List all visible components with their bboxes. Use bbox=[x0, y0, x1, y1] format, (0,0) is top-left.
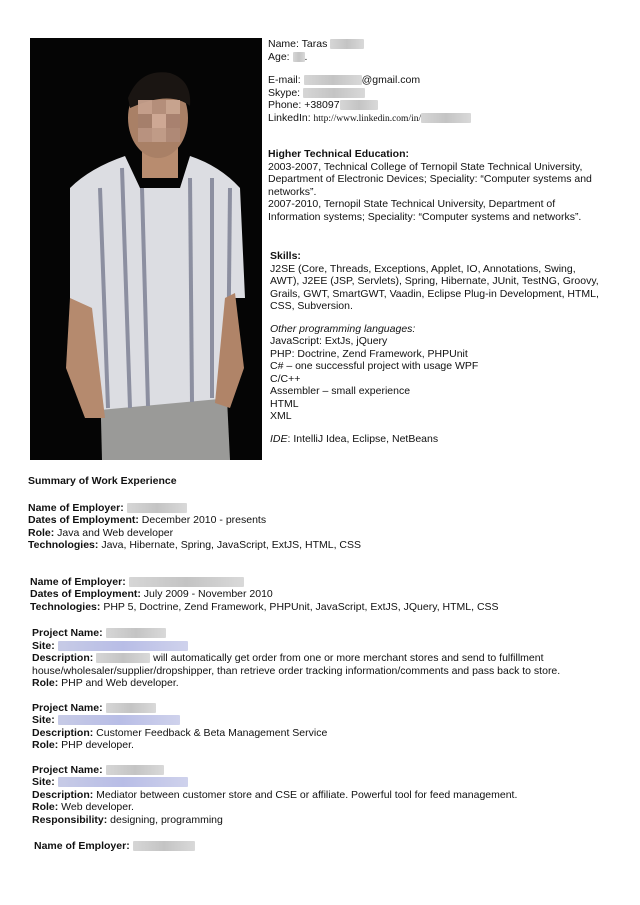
redacted-site bbox=[58, 641, 188, 651]
other-language-line: JavaScript: ExtJs, jQuery bbox=[270, 335, 388, 347]
description-label: Description: bbox=[32, 652, 94, 664]
dates-label: Dates of Employment: bbox=[28, 514, 139, 526]
tech-label: Technologies: bbox=[28, 539, 99, 551]
skills-section bbox=[270, 250, 615, 445]
education-line: 2003-2007, Technical College of Ternopil State Technical University, bbox=[268, 160, 583, 173]
project-name-label: Project Name: bbox=[32, 701, 103, 714]
description-value: Customer Feedback & Beta Management Service bbox=[93, 726, 328, 739]
role-label: Role: bbox=[32, 677, 59, 689]
role-value: Web developer. bbox=[58, 801, 134, 813]
redacted-surname bbox=[330, 39, 364, 49]
education-line: Department of Electronic Devices; Speciality: “Computer systems and bbox=[268, 173, 592, 185]
dates-value: December 2010 - presents bbox=[138, 514, 267, 526]
redacted-employer bbox=[127, 503, 187, 513]
tech-value: PHP 5, Doctrine, Zend Framework, PHPUnit, JavaScript, ExtJS, JQuery, HTML, CSS bbox=[100, 600, 499, 613]
project-entry bbox=[28, 702, 618, 752]
personal-info bbox=[268, 38, 471, 125]
other-language-line: C# – one successful project with usage WPF bbox=[270, 360, 479, 372]
redacted-employer bbox=[129, 577, 244, 587]
phone-prefix: +38097 bbox=[304, 99, 340, 111]
project-name-label: Project Name: bbox=[32, 763, 103, 776]
dates-value: July 2009 - November 2010 bbox=[140, 588, 273, 600]
education-line: Information systems; Speciality: “Computer systems and networks”. bbox=[268, 210, 582, 223]
redacted-skype bbox=[303, 88, 365, 98]
skype-label: Skype: bbox=[268, 86, 301, 99]
tech-label: Technologies: bbox=[30, 600, 101, 613]
work-section bbox=[28, 475, 618, 853]
description-label: Description: bbox=[32, 788, 94, 801]
project-entry bbox=[28, 764, 618, 827]
skills-heading: Skills: bbox=[270, 250, 301, 262]
redacted-employer bbox=[133, 841, 195, 851]
redacted-project-name bbox=[106, 703, 156, 713]
employer-label: Name of Employer: bbox=[28, 501, 124, 514]
job-entry bbox=[28, 576, 618, 614]
role-value: PHP and Web developer. bbox=[58, 677, 179, 689]
email-label: E-mail: bbox=[268, 74, 301, 86]
responsibility-label: Responsibility: bbox=[32, 813, 108, 826]
linkedin-label: LinkedIn: bbox=[268, 111, 311, 124]
project-entry bbox=[28, 627, 618, 690]
work-heading: Summary of Work Experience bbox=[28, 475, 177, 487]
redacted-project-name bbox=[106, 765, 164, 775]
education-line: 2007-2010, Ternopil State Technical University, Department of bbox=[268, 198, 556, 210]
ide-label: IDE bbox=[270, 432, 288, 445]
ide-value: : IntelliJ Idea, Eclipse, NetBeans bbox=[287, 432, 439, 445]
skills-line: AWT), J2EE (JSP, Servlets), Spring, Hibernate, JUnit, TestNG, Groovy, bbox=[270, 275, 599, 287]
redacted-age bbox=[293, 52, 305, 62]
other-language-line: HTML bbox=[270, 397, 299, 410]
redacted-site bbox=[58, 777, 188, 787]
education-line: networks”. bbox=[268, 185, 317, 198]
name-value: Taras bbox=[301, 38, 328, 50]
redacted-phone bbox=[340, 100, 378, 110]
description-label: Description: bbox=[32, 726, 94, 739]
employer-label: Name of Employer: bbox=[34, 840, 130, 852]
skills-line: Grails, GWT, SmartGWT, Vaadin, Eclipse Plug-in Development, HTML, bbox=[270, 287, 599, 300]
education-section bbox=[268, 148, 613, 223]
profile-photo bbox=[30, 38, 262, 460]
other-language-line: Assembler – small experience bbox=[270, 385, 411, 397]
age-suffix: . bbox=[304, 50, 308, 63]
site-label: Site: bbox=[32, 714, 55, 726]
description-value: Mediator between customer store and CSE or affiliate. Powerful tool for feed management. bbox=[93, 788, 518, 801]
employer-label: Name of Employer: bbox=[30, 575, 126, 588]
role-label: Role: bbox=[32, 739, 59, 751]
other-language-line: PHP: Doctrine, Zend Framework, PHPUnit bbox=[270, 347, 468, 360]
phone-label: Phone: bbox=[268, 99, 302, 111]
redacted-site bbox=[58, 715, 180, 725]
other-language-line: C/C++ bbox=[270, 372, 301, 385]
tech-value: Java, Hibernate, Spring, JavaScript, ExtJS, HTML, CSS bbox=[98, 539, 362, 551]
skills-line: J2SE (Core, Threads, Exceptions, Applet, IO, Annotations, Swing, bbox=[270, 262, 576, 275]
name-label: Name: bbox=[268, 38, 299, 50]
skills-line: CSS, Subversion. bbox=[270, 300, 353, 312]
education-heading: Higher Technical Education: bbox=[268, 148, 409, 160]
redacted-linkedin bbox=[421, 113, 471, 123]
redacted-product bbox=[96, 653, 150, 663]
linkedin-url: http://www.linkedin.com/in/ bbox=[313, 113, 422, 124]
job-entry bbox=[28, 502, 618, 552]
other-languages-heading: Other programming languages: bbox=[270, 322, 416, 335]
other-language-line: XML bbox=[270, 410, 292, 422]
redacted-project-name bbox=[106, 628, 166, 638]
age-label: Age: bbox=[268, 50, 290, 63]
site-label: Site: bbox=[32, 776, 55, 788]
role-value: PHP developer. bbox=[58, 739, 134, 751]
email-domain: @gmail.com bbox=[361, 74, 421, 86]
responsibility-value: designing, programming bbox=[107, 813, 223, 826]
project-name-label: Project Name: bbox=[32, 627, 103, 639]
role-label: Role: bbox=[28, 526, 55, 539]
role-label: Role: bbox=[32, 801, 59, 813]
role-value: Java and Web developer bbox=[54, 526, 174, 539]
description-value: will automatically get order from one or more merchant stores and send to fulfillment bbox=[150, 652, 544, 664]
job-entry bbox=[28, 840, 618, 853]
redacted-email bbox=[304, 75, 362, 85]
site-label: Site: bbox=[32, 639, 55, 652]
description-continued: house/wholesaler/supplier/dropshipper, than retrieve order tracking information/comments and pass back to store. bbox=[32, 664, 561, 677]
dates-label: Dates of Employment: bbox=[30, 588, 141, 600]
